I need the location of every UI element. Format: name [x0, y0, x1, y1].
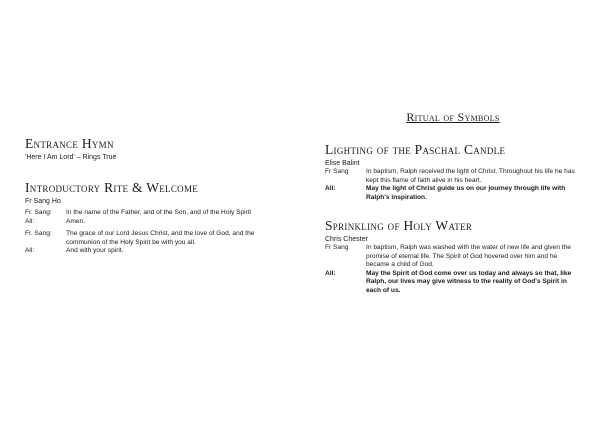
speaker: Fr Sang [325, 244, 349, 251]
dialogue-text: Amen. [66, 217, 86, 225]
speaker: All: [25, 217, 35, 225]
dialogue-text: May the Spirit of God come over us today and always so that, like Ralph, our lives may give witness to the reality of God's Spirit in each of us. [366, 269, 572, 294]
holy-water-heading: Sprinkling of Holy Water [325, 218, 473, 233]
speaker: All: [325, 269, 336, 277]
paschal-candle-reader: Elise Balint [325, 160, 360, 167]
dialogue-line [25, 209, 290, 218]
speaker: Fr. Sang: [25, 209, 52, 216]
dialogue-text: The grace of our Lord Jesus Christ, and the love of God, and the communion of the Holy Spirit be with you all. [66, 230, 255, 246]
dialogue-text: May the light of Christ guide us on our journey through life with Ralph's inspiration. [366, 185, 566, 201]
introductory-rite-celebrant: Fr Sang Ho [25, 198, 61, 205]
dialogue-text: In baptism, Ralph received the light of Christ. Throughout his life he has kept this flame of faith alive in his heart. [366, 168, 575, 184]
holy-water-reader: Chris Chester [325, 236, 368, 243]
speaker: All: [325, 185, 336, 192]
left-page [25, 136, 290, 256]
speaker: All: [25, 247, 35, 254]
dialogue-line [25, 247, 290, 256]
entrance-hymn-title: 'Here I Am Lord' – Rings True [25, 154, 117, 161]
dialogue-line [325, 244, 580, 270]
dialogue-text: And with your spirit. [66, 247, 124, 254]
dialogue-text: In the name of the Father, and of the Son, and of the Holy Spirit [66, 209, 252, 216]
dialogue-line [325, 270, 580, 296]
speaker: Fr. Sang: [25, 230, 52, 237]
dialogue-line [25, 230, 290, 247]
ritual-of-symbols-title: Ritual of Symbols [406, 110, 500, 124]
dialogue-line [25, 218, 290, 227]
speaker: Fr Sang [325, 168, 349, 175]
dialogue-line [325, 168, 580, 185]
introductory-rite-heading: Introductory Rite & Welcome [25, 180, 199, 195]
right-page [325, 142, 580, 295]
dialogue-line [325, 185, 580, 202]
dialogue-text: In baptism, Ralph was washed with the water of new life and given the promise of eternal life. The Spirit of God hovered over him and he became a child of God. [366, 244, 571, 268]
entrance-hymn-heading: Entrance Hymn [25, 136, 114, 151]
paschal-candle-heading: Lighting of the Paschal Candle [325, 142, 506, 157]
